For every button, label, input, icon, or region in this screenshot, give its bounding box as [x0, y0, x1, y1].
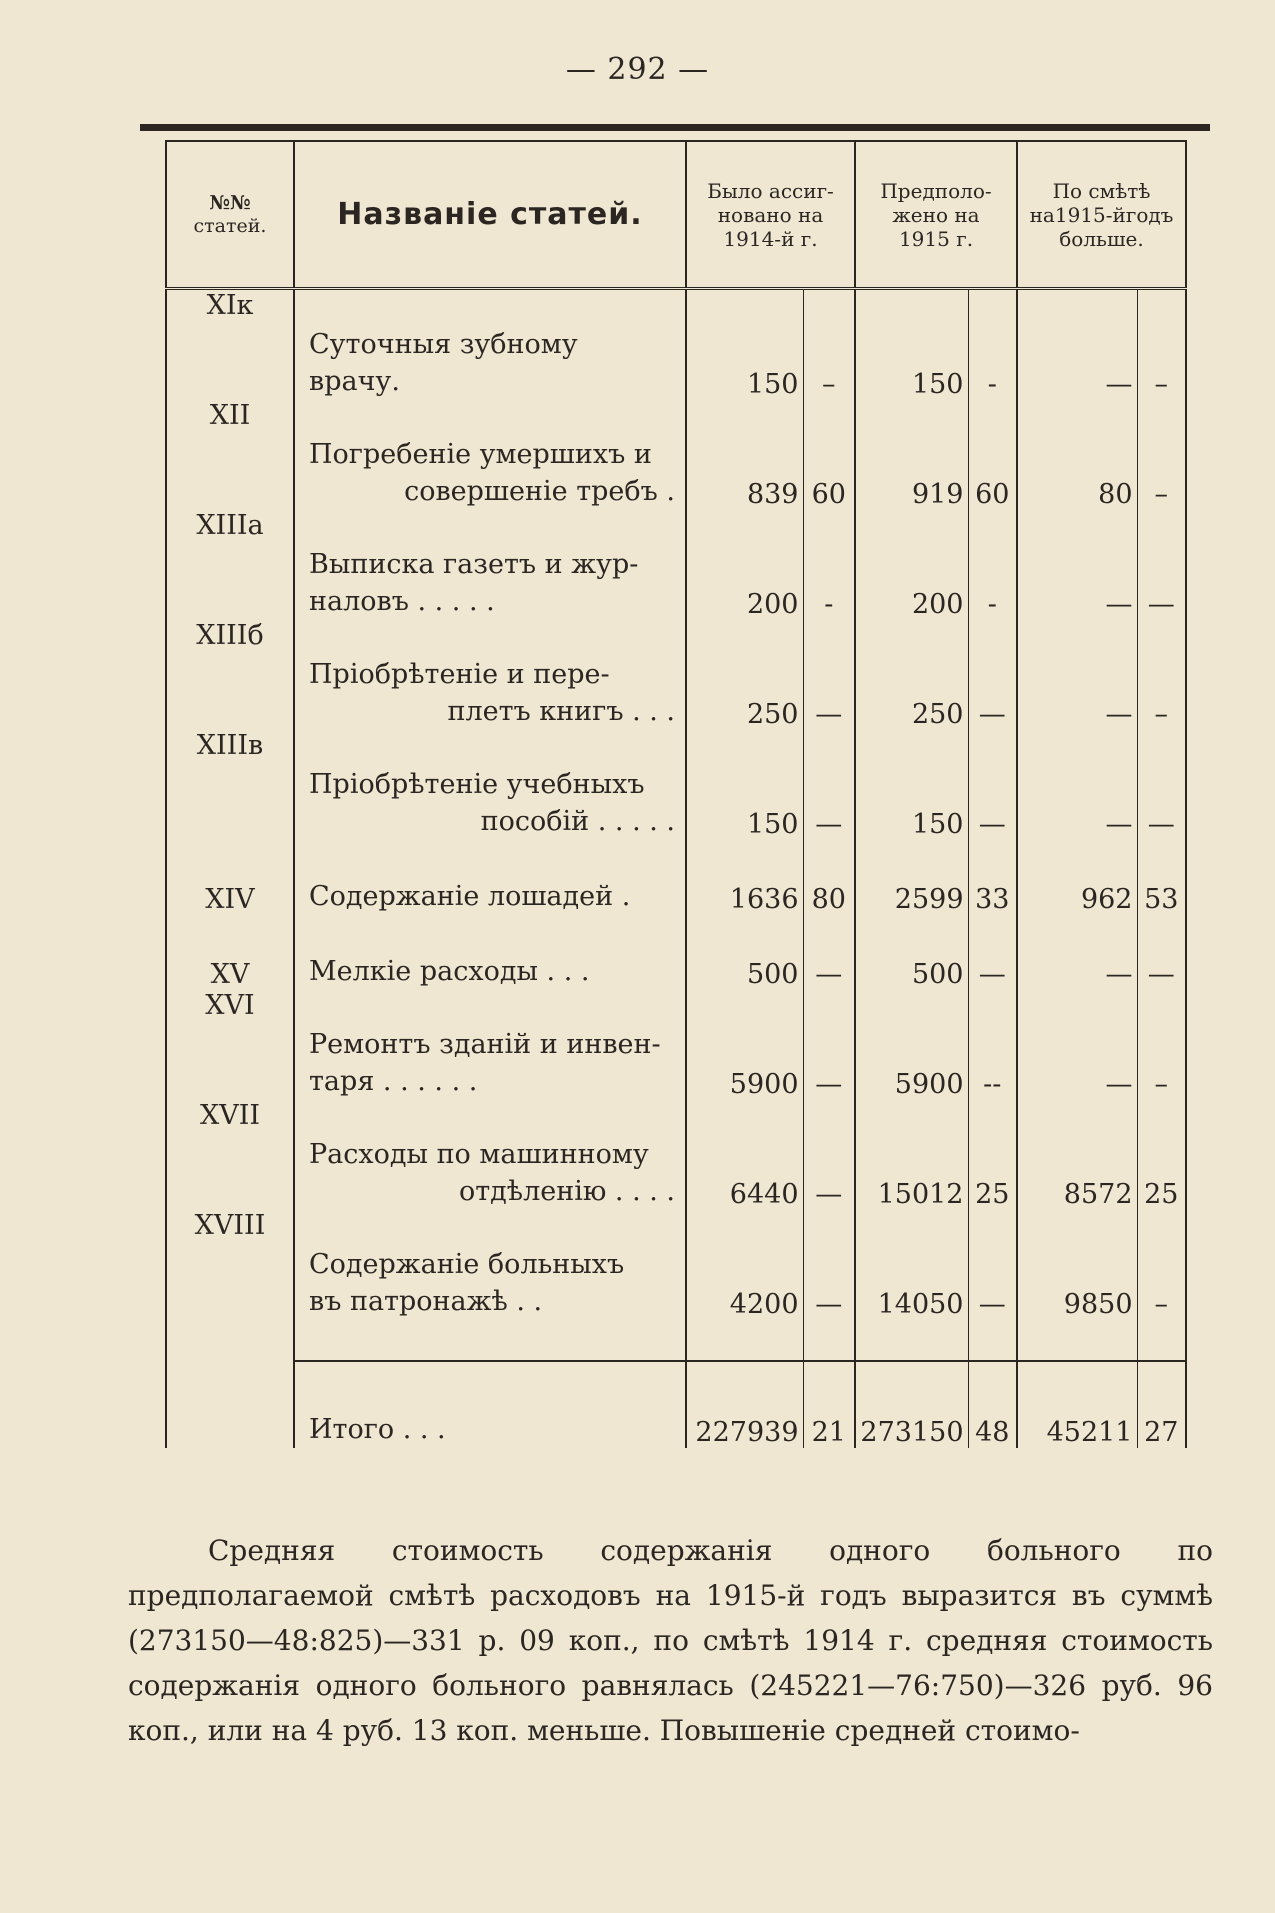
table-row: [166, 1100, 1186, 1210]
page-number: — 292 —: [565, 52, 710, 87]
assigned-rub: 150: [686, 730, 803, 840]
more-kop: –: [1137, 990, 1186, 1100]
row-num: XIIIб: [166, 620, 294, 730]
header-proposed: [855, 141, 1017, 289]
total-assigned-kop: 21: [803, 1361, 855, 1448]
row-name: [294, 840, 686, 915]
top-rule: [140, 124, 1210, 131]
row-name-line2: наловъ . . . . .: [309, 585, 495, 617]
table-row: [166, 730, 1186, 840]
row-name: [294, 915, 686, 990]
more-rub: 9850: [1017, 1210, 1137, 1320]
spacer-cell: [855, 1320, 968, 1361]
row-name-line1: Пріобрѣтеніе учебныхъ: [309, 768, 645, 800]
assigned-rub: 5900: [686, 990, 803, 1100]
proposed-kop: 25: [968, 1100, 1017, 1210]
budget-table-container: [165, 140, 1185, 1470]
row-name: [294, 730, 686, 840]
assigned-kop: —: [803, 620, 855, 730]
header-name: [294, 141, 686, 289]
assigned-rub: 150: [686, 289, 803, 401]
assigned-kop: 60: [803, 400, 855, 510]
proposed-rub: 500: [855, 915, 968, 990]
proposed-kop: --: [968, 990, 1017, 1100]
proposed-kop: -: [968, 289, 1017, 401]
row-name: [294, 289, 686, 401]
assigned-kop: —: [803, 915, 855, 990]
row-name-line2: совершеніе требъ .: [404, 475, 675, 507]
table-row: [166, 915, 1186, 990]
header-more-line3: больше.: [1059, 226, 1144, 251]
proposed-rub: 2599: [855, 840, 968, 915]
header-name-text: Названіе статей.: [337, 196, 643, 232]
more-rub: 8572: [1017, 1100, 1137, 1210]
row-name-line2: таря . . . . . .: [309, 1065, 478, 1097]
proposed-rub: 14050: [855, 1210, 968, 1320]
more-rub: 80: [1017, 400, 1137, 510]
row-num: XII: [166, 400, 294, 510]
proposed-rub: 919: [855, 400, 968, 510]
more-rub: —: [1017, 990, 1137, 1100]
assigned-rub: 250: [686, 620, 803, 730]
proposed-rub: 150: [855, 730, 968, 840]
row-name-line1: Расходы по машинному: [309, 1138, 649, 1170]
proposed-kop: 33: [968, 840, 1017, 915]
header-proposed-line2: жено на: [892, 202, 980, 227]
row-name-line2: въ патронажѣ . .: [309, 1285, 543, 1317]
spacer-cell: [1137, 1320, 1186, 1361]
spacer-cell: [294, 1320, 686, 1361]
more-rub: —: [1017, 289, 1137, 401]
more-kop: 25: [1137, 1100, 1186, 1210]
assigned-kop: 80: [803, 840, 855, 915]
row-num: XVI: [166, 990, 294, 1100]
total-more-rub: 45211: [1017, 1361, 1137, 1448]
row-name: [294, 400, 686, 510]
proposed-rub: 15012: [855, 1100, 968, 1210]
table-row: [166, 510, 1186, 620]
assigned-rub: 4200: [686, 1210, 803, 1320]
row-name-line1: Выписка газетъ и жур-: [309, 548, 639, 580]
proposed-kop: —: [968, 620, 1017, 730]
proposed-kop: 60: [968, 400, 1017, 510]
row-num: XV: [166, 915, 294, 990]
proposed-kop: -: [968, 510, 1017, 620]
proposed-rub: 150: [855, 289, 968, 401]
row-num: XVII: [166, 1100, 294, 1210]
header-proposed-line1: Предполо-: [880, 178, 992, 203]
row-num: XVIII: [166, 1210, 294, 1320]
more-rub: —: [1017, 510, 1137, 620]
row-name-line2: пособій . . . . .: [480, 805, 675, 837]
table-row: [166, 1210, 1186, 1320]
header-assigned: [686, 141, 855, 289]
header-assigned-line2: новано на: [717, 202, 824, 227]
row-name-line1: Ремонтъ зданій и инвен-: [309, 1028, 661, 1060]
header-more-line1: По смѣтѣ: [1052, 178, 1151, 203]
table-header-row: [166, 141, 1186, 289]
row-name-line1: Суточныя зубному врачу.: [309, 328, 578, 397]
header-num-line2: статей.: [193, 214, 267, 237]
more-rub: —: [1017, 620, 1137, 730]
more-kop: —: [1137, 510, 1186, 620]
assigned-rub: 1636: [686, 840, 803, 915]
total-num-cell: [166, 1361, 294, 1448]
more-rub: —: [1017, 915, 1137, 990]
row-name-line2: отдѣленію . . . .: [458, 1175, 675, 1207]
header-assigned-line3: 1914-й г.: [723, 226, 818, 251]
row-name-line1: Пріобрѣтеніе и пере-: [309, 658, 610, 690]
row-name-line1: Погребеніе умершихъ и: [309, 438, 652, 470]
table-total-row: [166, 1361, 1186, 1448]
more-kop: –: [1137, 289, 1186, 401]
assigned-rub: 6440: [686, 1100, 803, 1210]
assigned-kop: –: [803, 289, 855, 401]
row-name: [294, 1210, 686, 1320]
proposed-rub: 250: [855, 620, 968, 730]
header-more-line2: на1915-йгодъ: [1029, 202, 1174, 227]
proposed-rub: 200: [855, 510, 968, 620]
spacer-cell: [803, 1320, 855, 1361]
table-row: [166, 289, 1186, 401]
assigned-kop: -: [803, 510, 855, 620]
spacer-cell: [686, 1320, 803, 1361]
total-proposed-kop: 48: [968, 1361, 1017, 1448]
total-proposed-rub: 273150: [855, 1361, 968, 1448]
total-assigned-rub: 227939: [686, 1361, 803, 1448]
proposed-rub: 5900: [855, 990, 968, 1100]
assigned-kop: —: [803, 1210, 855, 1320]
more-kop: –: [1137, 1210, 1186, 1320]
spacer-cell: [1017, 1320, 1137, 1361]
assigned-rub: 839: [686, 400, 803, 510]
header-more: [1017, 141, 1186, 289]
table-row: [166, 840, 1186, 915]
more-kop: –: [1137, 400, 1186, 510]
table-row: [166, 400, 1186, 510]
more-kop: —: [1137, 730, 1186, 840]
more-kop: –: [1137, 620, 1186, 730]
proposed-kop: —: [968, 1210, 1017, 1320]
header-assigned-line1: Было ассиг-: [707, 178, 834, 203]
row-name-line1: Содержаніе больныхъ: [309, 1248, 625, 1280]
assigned-rub: 200: [686, 510, 803, 620]
row-num: XIV: [166, 840, 294, 915]
table-spacer-row: [166, 1320, 1186, 1361]
assigned-kop: —: [803, 990, 855, 1100]
row-num: XIк: [166, 289, 294, 401]
body-paragraph: Средняя стоимость содержанія одного больного по предполагаемой смѣтѣ расходовъ на 1915-й годъ выразится въ суммѣ (273150—48:825)—331 р. 09 коп., по смѣтѣ 1914 г. средняя стоимость содержанія одного больного равнялась (245221—76:750)—326 руб. 96 коп., или на 4 руб. 13 коп. меньше. Повышеніе средней стоимо-: [128, 1534, 1213, 1747]
more-kop: 53: [1137, 840, 1186, 915]
proposed-kop: —: [968, 730, 1017, 840]
proposed-kop: —: [968, 915, 1017, 990]
row-name: [294, 990, 686, 1100]
header-proposed-line3: 1915 г.: [898, 226, 974, 251]
more-rub: 962: [1017, 840, 1137, 915]
assigned-kop: —: [803, 730, 855, 840]
header-num: [166, 141, 294, 289]
more-kop: —: [1137, 915, 1186, 990]
header-num-line1: №№: [209, 191, 251, 214]
table-row: [166, 620, 1186, 730]
row-name-line1: Мелкіе расходы . . .: [309, 955, 590, 987]
total-label: Итого . . .: [294, 1361, 686, 1448]
spacer-cell: [968, 1320, 1017, 1361]
more-rub: —: [1017, 730, 1137, 840]
spacer-cell: [166, 1320, 294, 1361]
row-num: XIIIа: [166, 510, 294, 620]
assigned-rub: 500: [686, 915, 803, 990]
table-row: [166, 990, 1186, 1100]
row-name-line2: плетъ книгъ . . .: [447, 695, 675, 727]
row-name: [294, 1100, 686, 1210]
row-name: [294, 620, 686, 730]
row-num: XIIIв: [166, 730, 294, 840]
total-more-kop: 27: [1137, 1361, 1186, 1448]
assigned-kop: —: [803, 1100, 855, 1210]
row-name: [294, 510, 686, 620]
budget-table: [165, 140, 1187, 1448]
row-name-line1: Содержаніе лошадей .: [309, 880, 631, 912]
